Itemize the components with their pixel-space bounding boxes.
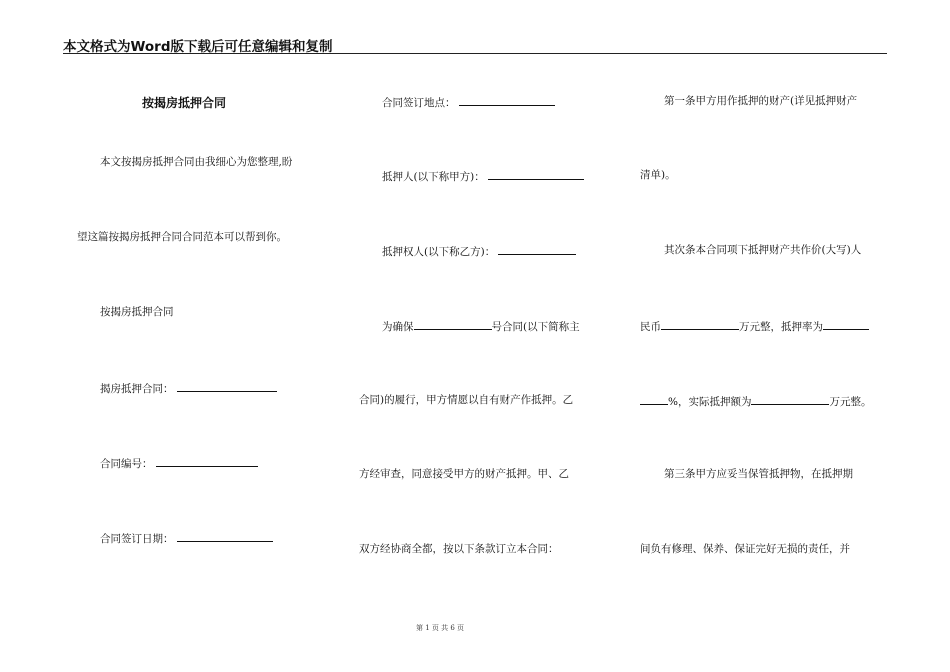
- document-title: 按揭房抵押合同: [142, 96, 227, 110]
- article-1-line-1: 第一条甲方用作抵押的财产(详见抵押财产: [664, 95, 858, 107]
- article-3-line-1: 第三条甲方应妥当保管抵押物，在抵押期: [664, 468, 853, 480]
- sign-place-blank: [459, 94, 555, 106]
- party-b-field: [382, 243, 576, 259]
- article-3-line-2: 间负有修理、保养、保证完好无损的责任，并: [640, 543, 850, 555]
- actual-amount-label: %，实际抵押额为: [668, 396, 752, 408]
- amount-blank: [661, 318, 739, 330]
- page-number: 第 1 页 共 6 页: [415, 624, 465, 632]
- contract-subtitle: 按揭房抵押合同: [100, 306, 174, 318]
- guarantee-suffix: 号合同(以下简称主: [491, 321, 580, 333]
- guarantee-line: [382, 318, 580, 334]
- party-a-blank: [488, 168, 584, 180]
- sign-place-field: [382, 94, 555, 110]
- guarantee-contract-blank: [414, 318, 492, 330]
- sign-date-label: 合同签订日期：: [100, 533, 174, 545]
- article-2-line-3: [640, 393, 871, 409]
- party-a-field: [382, 168, 584, 184]
- percent-blank: [640, 393, 668, 405]
- mortgage-contract-label: 揭房抵押合同：: [100, 383, 174, 395]
- intro-line-1: 本文按揭房抵押合同由我细心为您整理,盼: [100, 156, 293, 168]
- contract-text-line-6: 方经审查，同意接受甲方的财产抵押。甲、乙: [359, 468, 569, 480]
- party-b-label: 抵押权人(以下称乙方)：: [382, 246, 496, 258]
- contract-number-label: 合同编号：: [100, 458, 153, 470]
- sign-date-field: [100, 530, 273, 546]
- document-header: 本文格式为Word版下载后可任意编辑和复制: [63, 39, 333, 55]
- article-2-line-2: [640, 318, 869, 334]
- contract-number-field: [100, 455, 258, 471]
- sign-place-label: 合同签订地点：: [382, 97, 456, 109]
- guarantee-prefix: 为确保: [382, 321, 414, 333]
- actual-amount-blank: [751, 393, 829, 405]
- party-a-label: 抵押人(以下称甲方)：: [382, 171, 485, 183]
- intro-line-2: 望这篇按揭房抵押合同合同范本可以帮到你。: [77, 231, 287, 243]
- mortgage-contract-field: [100, 380, 277, 396]
- contract-text-line-5: 合同)的履行，甲方情愿以自有财产作抵押。乙: [359, 394, 574, 406]
- header-divider: [63, 53, 887, 54]
- article-2-line-1: 其次条本合同项下抵押财产共作价(大写)人: [664, 244, 862, 256]
- mortgage-contract-blank: [177, 380, 277, 392]
- article-1-line-2: 清单)。: [640, 169, 676, 181]
- mortgage-rate-label: 万元整，抵押率为: [739, 321, 823, 333]
- actual-amount-suffix: 万元整。: [829, 396, 872, 408]
- party-b-blank: [498, 243, 576, 255]
- contract-number-blank: [156, 455, 258, 467]
- mortgage-rate-blank: [823, 318, 869, 330]
- rmb-label: 民币: [640, 321, 661, 333]
- sign-date-blank: [177, 530, 273, 542]
- contract-text-line-7: 双方经协商全都，按以下条款订立本合同：: [359, 543, 559, 555]
